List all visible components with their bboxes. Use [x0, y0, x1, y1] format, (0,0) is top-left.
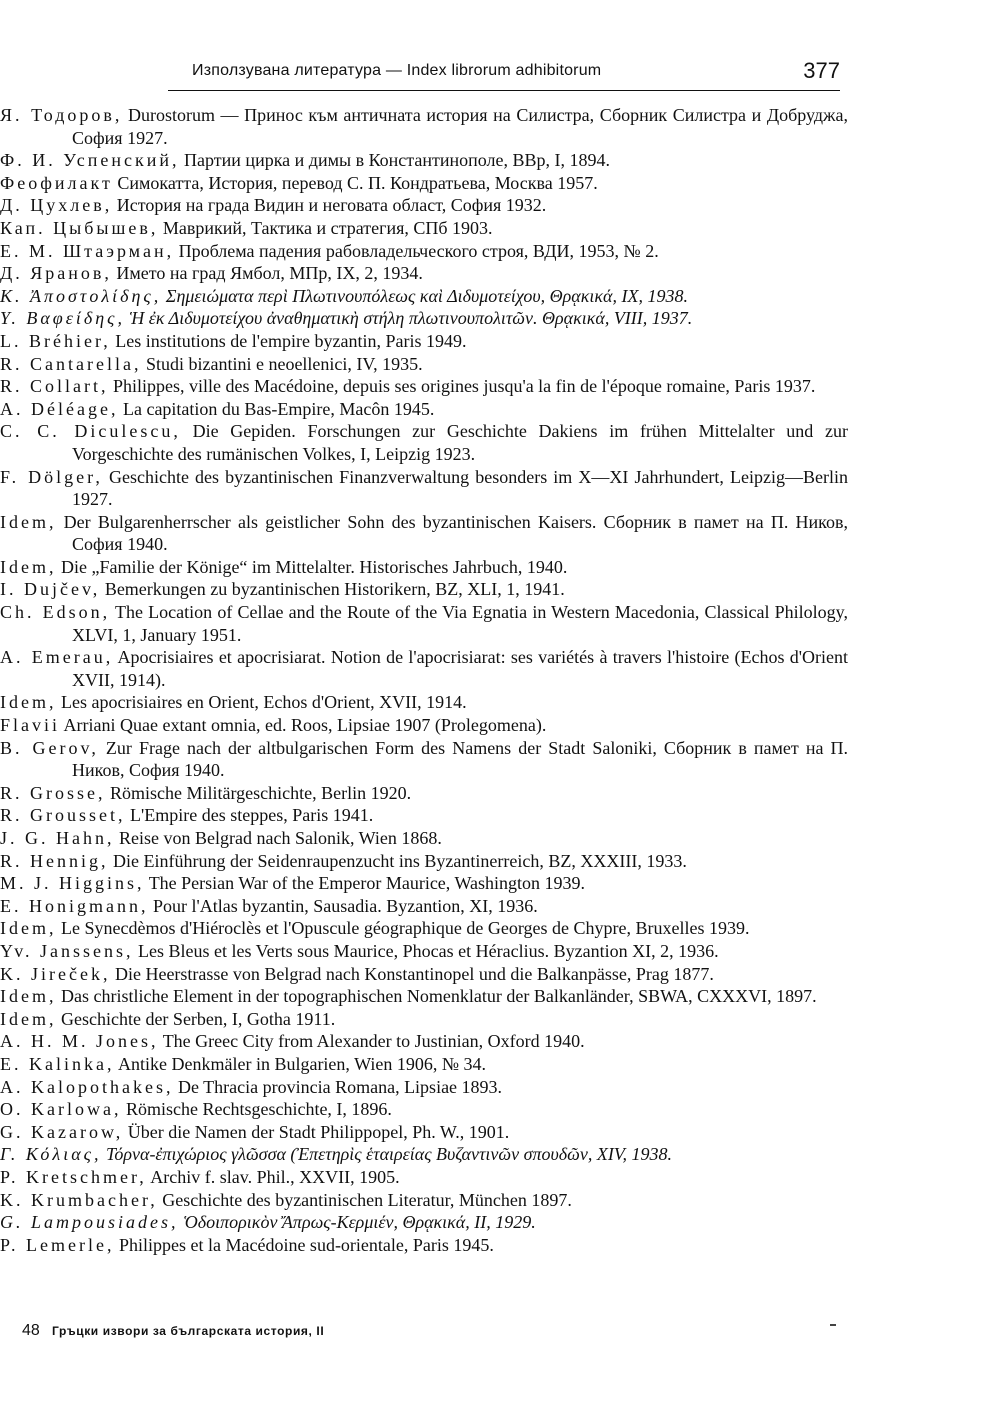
entry-author: Y. Βαφείδης, — [0, 308, 125, 329]
bibliography-entry — [0, 804, 848, 827]
entry-author: K. Ἀποστολίδης, — [0, 285, 162, 306]
running-header — [168, 54, 840, 91]
entry-text — [0, 985, 817, 1008]
bibliography-entry — [0, 330, 848, 353]
entry-citation: Apocrisiaires et apocrisiarat. Notion de l'apocrisiarat: ses variétés à travers l'histoire (Echos d'Orient XVII, 1914). — [72, 647, 849, 690]
entry-citation: Ἡ ἐκ Διδυμοτείχου ἀναθηματικὴ στήλη πλωτινουπολιτῶν. Θρᾳκικά, VIII, 1937. — [124, 308, 693, 329]
entry-author: A. H. M. Jones, — [0, 1031, 159, 1052]
bibliography-entry — [0, 375, 848, 398]
entry-text — [0, 262, 423, 285]
bibliography-entry — [0, 985, 848, 1008]
entry-citation: Les institutions de l'empire byzantin, Paris 1949. — [110, 330, 467, 351]
bibliography-entry — [0, 872, 848, 895]
entry-citation: Archiv f. slav. Phil., XXVII, 1905. — [146, 1166, 400, 1187]
entry-citation: Römische Militärgeschichte, Berlin 1920. — [105, 782, 412, 803]
entry-citation: Arriani Quae extant omnia, ed. Roos, Lipsiae 1907 (Prolegomena). — [60, 715, 547, 736]
entry-citation: La capitation du Bas-Empire, Macôn 1945. — [118, 398, 435, 419]
entry-text — [0, 420, 848, 465]
bibliography-entry — [0, 827, 848, 850]
entry-citation: Les Bleus et les Verts sous Maurice, Phocas et Héraclius. Byzantion XI, 2, 1936. — [133, 940, 719, 961]
entry-author: Yv. Janssens, — [0, 940, 134, 961]
bibliography-entry — [0, 691, 848, 714]
bibliography-entry — [0, 895, 848, 918]
entry-citation: Geschichte des byzantinischen Literatur, München 1897. — [157, 1189, 572, 1210]
entry-citation: The Greec City from Alexander to Justinian, Oxford 1940. — [158, 1031, 585, 1052]
entry-author: R. Grosse, — [0, 782, 106, 803]
entry-citation: De Thracia provincia Romana, Lipsiae 1893. — [173, 1076, 503, 1097]
entry-citation: Симокатта, История, перевод С. П. Кондратьева, Москва 1957. — [112, 172, 598, 193]
bibliography-entry — [0, 1121, 848, 1144]
entry-author: E. Honigmann, — [0, 895, 149, 916]
entry-author: R. Cantarella, — [0, 353, 142, 374]
entry-citation: Τόρνα-ἐπιχώριος γλῶσσα (Ἐπετηρὶς ἑταιρείας Βυζαντινῶν σπουδῶν, XIV, 1938. — [101, 1144, 672, 1165]
bibliography-entry — [0, 194, 848, 217]
bibliography-entry — [0, 601, 848, 646]
bibliography-entry — [0, 1211, 848, 1234]
entry-citation: Die Gepiden. Forschungen zur Geschichte Dakiens im frühen Mittelalter und zur Vorgeschichte des rumänischen Volkes, I, Leipzig 1923. — [72, 421, 848, 464]
running-title: Използувана литература — Index librorum adhibitorum — [192, 62, 602, 79]
bibliography-entry — [0, 285, 848, 308]
entry-author: C. C. Diculescu, — [0, 421, 181, 442]
entry-text — [0, 556, 567, 579]
entry-citation: Reise von Belgrad nach Salonik, Wien 1868. — [114, 828, 442, 848]
entry-citation: Die Einführung der Seidenraupenzucht ins Byzantinerreich, BZ, XXXIII, 1933. — [108, 850, 687, 871]
entry-text — [0, 1030, 585, 1053]
entry-text — [0, 511, 848, 556]
signature-text: Гръцки извори за българската история, II — [52, 1324, 325, 1338]
entry-citation: Les apocrisiaires en Orient, Echos d'Orient, XVII, 1914. — [56, 692, 467, 713]
entry-text — [0, 578, 565, 601]
entry-text — [0, 827, 442, 850]
entry-author: Кап. Цыбышев, — [0, 217, 159, 238]
entry-text — [0, 375, 815, 398]
bibliography-entry — [0, 420, 848, 465]
entry-text — [0, 1008, 335, 1031]
bibliography-entry — [0, 1098, 848, 1121]
entry-citation: The Persian War of the Emperor Maurice, Washington 1939. — [144, 873, 586, 894]
entry-author: R. Hennig, — [0, 850, 109, 871]
entry-author: O. Karlowa, — [0, 1099, 122, 1120]
bibliography-entry — [0, 353, 848, 376]
entry-author: P. Lemerle, — [0, 1234, 115, 1255]
entry-text — [0, 601, 848, 646]
entry-citation: Antike Denkmäler in Bulgarien, Wien 1906, № 34. — [114, 1053, 487, 1074]
entry-author: Д. Яранов, — [0, 263, 112, 284]
entry-citation: L'Empire des steppes, Paris 1941. — [125, 805, 374, 826]
entry-author: Феофилакт — [0, 172, 113, 193]
margin-dash — [830, 1324, 836, 1326]
bibliography-entry — [0, 963, 848, 986]
entry-citation: Geschichte der Serben, I, Gotha 1911. — [56, 1008, 336, 1029]
entry-author: Idem, — [0, 511, 57, 532]
bibliography-entry — [0, 1143, 848, 1166]
bibliography-list — [0, 104, 848, 1256]
footer — [22, 1322, 842, 1348]
bibliography-entry — [0, 240, 848, 263]
entry-author: Д. Цухлев, — [0, 195, 113, 216]
entry-text — [0, 1053, 486, 1076]
entry-author: Idem, — [0, 918, 57, 939]
entry-citation: Маврикий, Тактика и стратегия, СПб 1903. — [158, 217, 493, 238]
entry-author: A. Déléage, — [0, 398, 119, 419]
bibliography-entry — [0, 1076, 848, 1099]
entry-text — [0, 646, 848, 691]
entry-citation: Philippes, ville des Macédoine, depuis ses origines jusqu'a la fin de l'époque romaine, Paris 1937. — [108, 376, 816, 397]
entry-author: J. G. Hahn, — [0, 828, 115, 848]
bibliography-entry — [0, 307, 848, 330]
bibliography-entry — [0, 217, 848, 240]
entry-author: Idem, — [0, 556, 57, 577]
entry-text — [0, 1143, 672, 1166]
entry-citation: Geschichte des byzantinischen Finanzverwaltung besonders im X—XI Jahrhundert, Leipzig—Berlin 1927. — [72, 466, 848, 510]
entry-citation: Zur Frage nach der altbulgarischen Form des Namens der Stadt Saloniki, Сборник в памет на П. Ников, София 1940. — [72, 737, 848, 781]
bibliography-entry — [0, 737, 848, 782]
bibliography-entry — [0, 262, 848, 285]
entry-text — [0, 1121, 509, 1144]
entry-author: E. Kalinka, — [0, 1053, 115, 1074]
bibliography-entry — [0, 1234, 848, 1257]
entry-text — [0, 194, 546, 217]
entry-text — [0, 240, 659, 263]
entry-citation: Der Bulgarenherrscher als geistlicher Sohn des byzantinischen Kaisers. Сборник в памет на П. Ников, София 1940. — [56, 511, 848, 555]
bibliography-entry — [0, 940, 848, 963]
entry-author: A. Kalopothakes, — [0, 1076, 174, 1097]
entry-citation: The Location of Cellae and the Route of the Via Egnatia in Western Macedonia, Classical Philology, XLVI, 1, January 1951. — [72, 602, 848, 645]
entry-text — [0, 307, 692, 330]
entry-text — [0, 737, 848, 782]
entry-citation: Römische Rechtsgeschichte, I, 1896. — [121, 1099, 392, 1120]
entry-author: I. Dujčev, — [0, 579, 101, 600]
entry-text — [0, 172, 598, 195]
entry-text — [0, 330, 466, 353]
entry-citation: Studi bizantini e neoellenici, IV, 1935. — [141, 353, 423, 374]
entry-text — [0, 895, 538, 918]
entry-text — [0, 104, 848, 149]
entry-text — [0, 149, 610, 172]
bibliography-entry — [0, 1166, 848, 1189]
entry-text — [0, 963, 714, 986]
entry-text — [0, 353, 423, 376]
signature-number: 48 — [22, 1322, 40, 1339]
bibliography-entry — [0, 1008, 848, 1031]
bibliography-entry — [0, 466, 848, 511]
entry-citation: Das christliche Element in der topographischen Nomenklatur der Balkanländer, SBWA, CXXXVI, 1897. — [56, 986, 817, 1007]
entry-author: M. J. Higgins, — [0, 873, 145, 894]
bibliography-entry — [0, 782, 848, 805]
entry-author: Flavii — [0, 715, 61, 736]
entry-author: B. Gerov, — [0, 737, 99, 758]
entry-text — [0, 872, 585, 895]
bibliography-entry — [0, 556, 848, 579]
entry-citation: Über die Namen der Stadt Philippopel, Ph. W., 1901. — [123, 1121, 510, 1142]
entry-author: Е. М. Штаэрман, — [0, 240, 175, 261]
entry-citation: Ὁδοιπορικὸν Ἄπρως-Κερμιέν, Θρᾳκικά, II, 1929. — [178, 1212, 536, 1233]
entry-text — [0, 1234, 494, 1257]
entry-author: G. Lampousiades, — [0, 1212, 179, 1233]
entry-citation: Проблема падения рабовладельческого строя, ВДИ, 1953, № 2. — [174, 240, 659, 261]
bibliography-entry — [0, 172, 848, 195]
entry-author: A. Emerau, — [0, 647, 114, 668]
entry-text — [0, 285, 688, 308]
entry-citation: Pour l'Atlas byzantin, Sausadia. Byzantion, XI, 1936. — [148, 895, 538, 916]
entry-author: G. Kazarow, — [0, 1121, 124, 1142]
entry-citation: Die „Familie der Könige“ im Mittelalter. Historisches Jahrbuch, 1940. — [56, 556, 568, 577]
page-number: 377 — [803, 58, 840, 83]
entry-citation: Philippes et la Macédoine sud-orientale, Paris 1945. — [114, 1234, 494, 1255]
entry-author: K. Krumbacher, — [0, 1189, 158, 1210]
entry-text — [0, 1166, 400, 1189]
bibliography-entry — [0, 398, 848, 421]
entry-author: L. Bréhier, — [0, 330, 111, 351]
entry-citation: Le Synecdèmos d'Hiéroclès et l'Opuscule géographique de Georges de Chypre, Bruxelles 1939. — [56, 918, 750, 939]
entry-text — [0, 398, 434, 421]
bibliography-entry — [0, 104, 848, 149]
entry-text — [0, 1076, 502, 1099]
entry-text — [0, 714, 546, 737]
entry-text — [0, 850, 687, 873]
entry-author: K. Jireček, — [0, 963, 111, 984]
bibliography-entry — [0, 511, 848, 556]
entry-text — [0, 217, 493, 240]
entry-text — [0, 917, 749, 940]
bibliography-entry — [0, 917, 848, 940]
bibliography-entry — [0, 1053, 848, 1076]
entry-text — [0, 691, 467, 714]
entry-author: Idem, — [0, 986, 57, 1007]
bibliography-entry — [0, 1030, 848, 1053]
entry-text — [0, 1098, 392, 1121]
bibliography-entry — [0, 714, 848, 737]
bibliography-entry — [0, 850, 848, 873]
bibliography-entry — [0, 1189, 848, 1212]
entry-author: Ch. Edson, — [0, 602, 111, 623]
entry-text — [0, 940, 719, 963]
entry-text — [0, 1211, 536, 1234]
entry-author: F. Dölger, — [0, 466, 103, 487]
entry-citation: История на града Видин и неговата област, София 1932. — [112, 195, 547, 216]
bibliography-entry — [0, 578, 848, 601]
entry-citation: Die Heerstrasse von Belgrad nach Konstantinopel und die Balkanpässe, Prag 1877. — [110, 963, 714, 984]
entry-citation: Durostorum — Принос към античната история на Силистра, Сборник Силистра и Добруджа, София 1927. — [72, 105, 848, 148]
entry-text — [0, 782, 411, 805]
entry-author: Idem, — [0, 692, 57, 713]
entry-text — [0, 804, 373, 827]
entry-citation: Името на град Ямбол, МПр, IX, 2, 1934. — [111, 263, 423, 284]
entry-text — [0, 1189, 572, 1212]
entry-citation: Bemerkungen zu byzantinischen Historikern, BZ, XLI, 1, 1941. — [100, 579, 565, 600]
entry-author: Γ. Κόλιας, — [0, 1144, 102, 1165]
entry-author: P. Kretschmer, — [0, 1166, 147, 1187]
entry-citation: Партии цирка и димы в Константинополе, ВВр, I, 1894. — [179, 150, 611, 171]
entry-author: Idem, — [0, 1008, 57, 1029]
entry-author: R. Collart, — [0, 376, 109, 397]
entry-citation: Σημειώματα περὶ Πλωτινουπόλεως καὶ Διδυμοτείχου, Θρᾳκικά, IX, 1938. — [161, 285, 688, 306]
entry-author: Ф. И. Успенский, — [0, 150, 180, 171]
bibliography-entry — [0, 646, 848, 691]
bibliography-entry — [0, 149, 848, 172]
entry-text — [0, 466, 848, 511]
entry-author: Я. Тодоров, — [0, 105, 123, 125]
entry-author: R. Grousset, — [0, 805, 126, 826]
